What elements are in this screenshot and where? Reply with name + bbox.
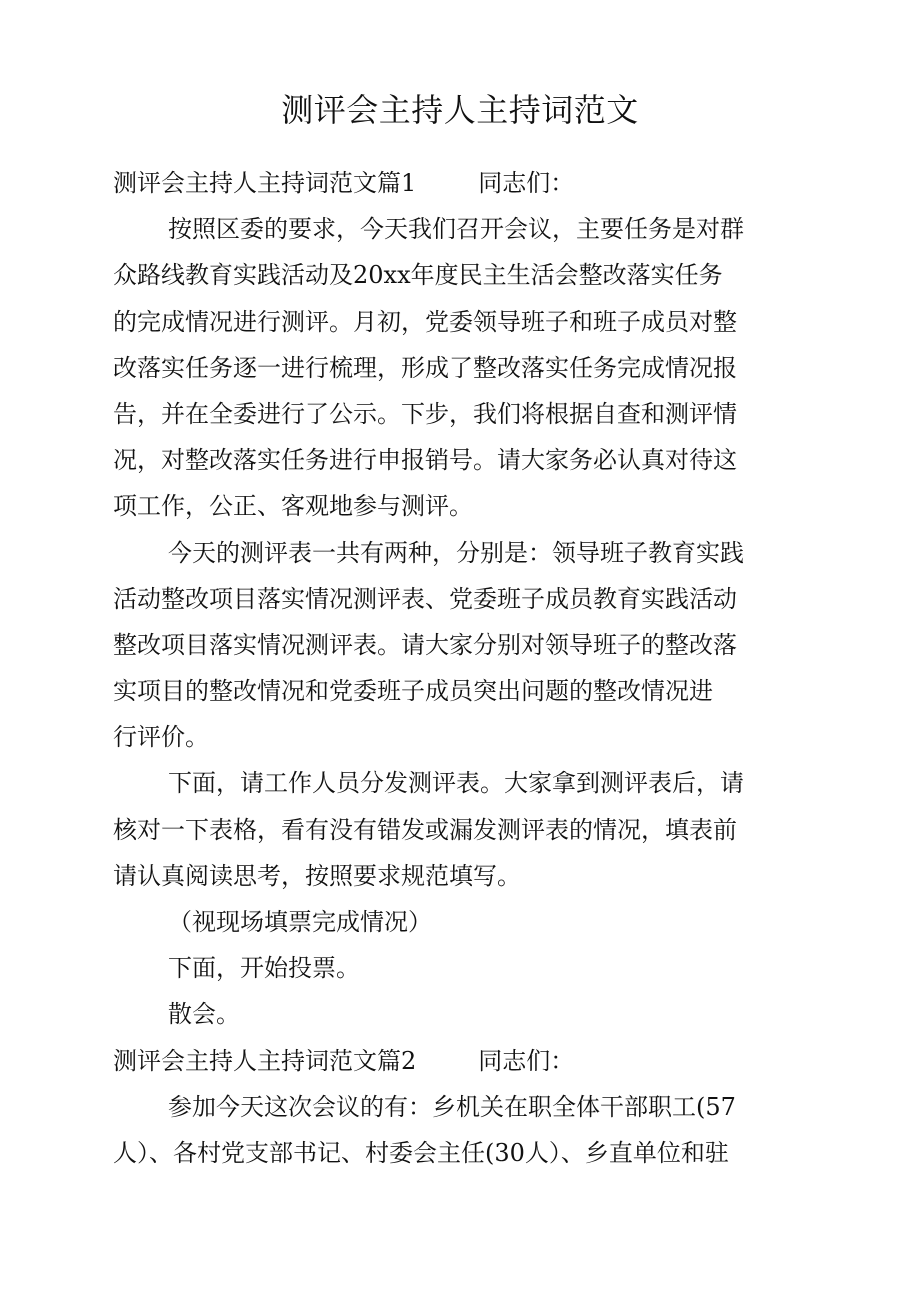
paragraph-line: 的完成情况进行测评。月初，党委领导班子和班子成员对整: [113, 307, 737, 336]
section-heading: [113, 1038, 793, 1084]
paragraph-line: 按照区委的要求，今天我们召开会议，主要任务是对群: [168, 215, 744, 244]
section-heading-text: 测评会主持人主持词范文篇1: [113, 169, 417, 197]
paragraph-line: 行评价。: [113, 723, 209, 752]
paragraph-line: 下面，请工作人员分发测评表。大家拿到测评表后，请: [168, 769, 744, 798]
paragraph-line: 今天的测评表一共有两种，分别是：领导班子教育实践: [168, 538, 744, 567]
paragraph-line: 参加今天这次会议的有：乡机关在职全体干部职工(57: [168, 1092, 736, 1121]
paragraph-line: 活动整改项目落实情况测评表、党委班子成员教育实践活动: [113, 584, 737, 613]
paragraph-line: 告，并在全委进行了公示。下步，我们将根据自查和测评情: [113, 399, 737, 428]
paragraph-line: （视现场填票完成情况）: [168, 908, 432, 936]
paragraph-line: 核对一下表格，看有没有错发或漏发测评表的情况，填表前: [113, 815, 737, 844]
paragraph-line: 人）、各村党支部书记、村委会主任(30人）、乡直单位和驻: [113, 1138, 729, 1167]
section-greeting: 同志们：: [478, 169, 575, 197]
paragraph-line: 散会。: [168, 1000, 240, 1029]
paragraph-line: 改落实任务逐一进行梳理，形成了整改落实任务完成情况报: [113, 353, 737, 382]
paragraph-line: 整改项目落实情况测评表。请大家分别对领导班子的整改落: [113, 630, 737, 659]
paragraph-line: 实项目的整改情况和党委班子成员突出问题的整改情况进: [113, 677, 713, 706]
section-heading: [113, 160, 793, 206]
paragraph-line: 众路线教育实践活动及20xx年度民主生活会整改落实任务: [113, 261, 723, 290]
paragraph-line: 请认真阅读思考，按照要求规范填写。: [113, 861, 521, 890]
document-title: 测评会主持人主持词范文: [281, 91, 639, 129]
document-body: [113, 160, 793, 1176]
paragraph-line: 项工作，公正、客观地参与测评。: [113, 492, 473, 521]
section-heading-text: 测评会主持人主持词范文篇2: [113, 1046, 417, 1075]
paragraph-line: 况，对整改落实任务进行申报销号。请大家务必认真对待这: [113, 446, 737, 475]
section-greeting: 同志们：: [478, 1046, 575, 1075]
paragraph-line: 下面，开始投票。: [168, 954, 360, 983]
